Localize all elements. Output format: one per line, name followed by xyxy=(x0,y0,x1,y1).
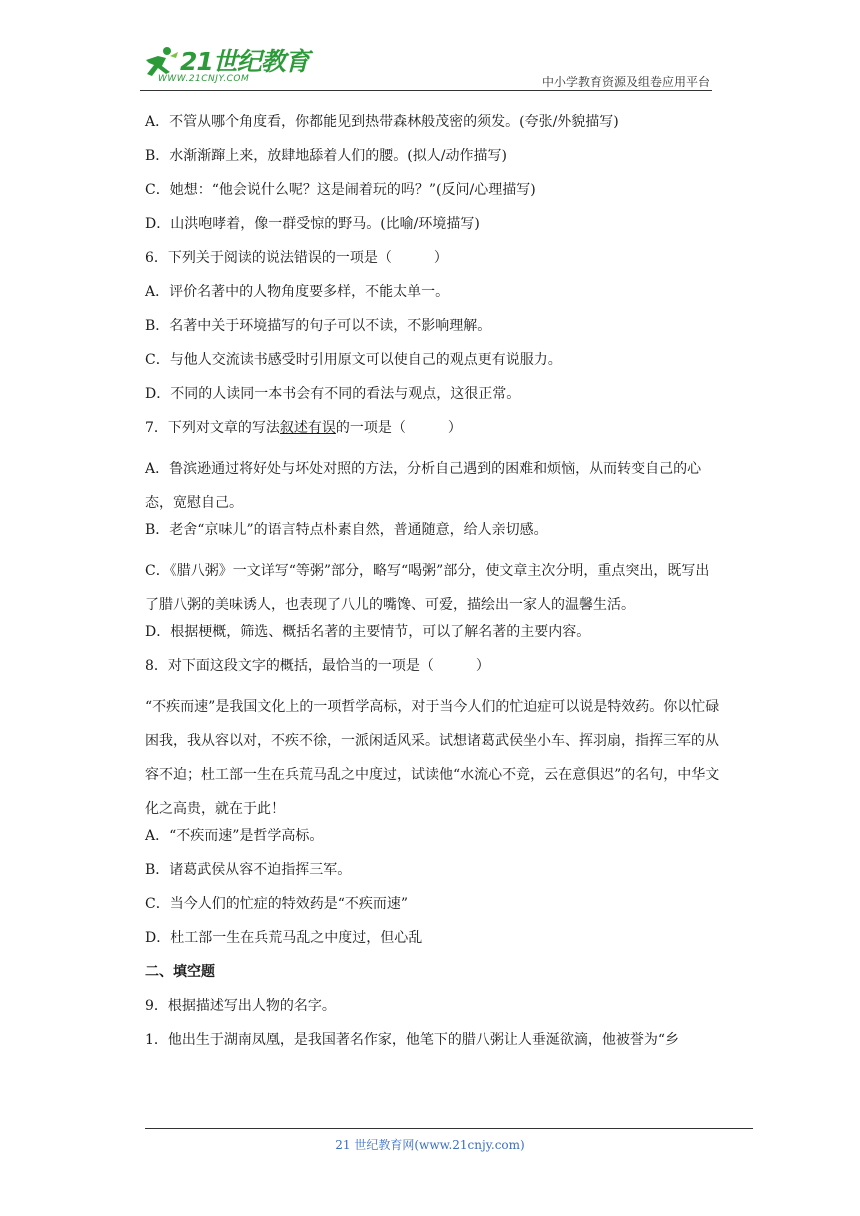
q6-option-c: C．与他人交流读书感受时引用原文可以使自己的观点更有说服力。 xyxy=(145,352,562,368)
q7-option-a: A．鲁滨逊通过将好处与坏处对照的方法，分析自己遇到的困难和烦恼，从而转变自己的心态，宽慰自己。 xyxy=(145,461,702,511)
logo xyxy=(140,40,320,90)
page-header xyxy=(140,40,712,92)
q8-option-d: D．杜工部一生在兵荒马乱之中度过，但心乱 xyxy=(145,930,423,946)
q7-underlined: 叙述有误 xyxy=(279,420,336,436)
document-body xyxy=(145,112,720,1064)
question-8: 8．对下面这段文字的概括，最恰当的一项是（ ） xyxy=(145,658,490,674)
question-6: 6．下列关于阅读的说法错误的一项是（ ） xyxy=(145,250,448,266)
q6-option-b: B．名著中关于环境描写的句子可以不读，不影响理解。 xyxy=(145,318,492,334)
q7-option-b: B．老舍“京味儿”的语言特点朴素自然，普通随意，给人亲切感。 xyxy=(145,522,548,538)
q7-suffix: 的一项是（ ） xyxy=(335,420,462,436)
q8-passage: “不疾而速”是我国文化上的一项哲学高标，对于当今人们的忙迫症可以说是特效药。你以忙碌困我，我从容以对，不疾不徐，一派闲适风采。试想诸葛武侯坐小车、挥羽扇，指挥三军的从容不迫；杜工部一生在兵荒马乱之中度过，试读他“水流心不竞，云在意俱迟”的名句，中华文化之高贵，就在于此！ xyxy=(145,699,720,817)
question-9: 9．根据描述写出人物的名字。 xyxy=(145,998,336,1014)
q5-option-a: A．不管从哪个角度看，你都能见到热带森林般茂密的须发。(夸张/外貌描写) xyxy=(145,114,619,130)
platform-name: 中小学教育资源及组卷应用平台 xyxy=(541,75,710,89)
q5-option-d: D．山洪咆哮着，像一群受惊的野马。(比喻/环境描写) xyxy=(145,216,480,232)
question-7 xyxy=(145,418,720,452)
footer-divider xyxy=(145,1128,753,1129)
q5-option-b: B．水渐渐蹿上来，放肆地舔着人们的腰。(拟人/动作描写) xyxy=(145,148,507,164)
q5-option-c: C．她想：“他会说什么呢？这是闹着玩的吗？”(反问/心理描写) xyxy=(145,182,536,198)
logo-text: 21世纪教育 xyxy=(180,47,309,76)
q6-option-a: A．评价名著中的人物角度要多样，不能太单一。 xyxy=(145,284,450,300)
q7-option-d: D．根据梗概，筛选、概括名著的主要情节，可以了解名著的主要内容。 xyxy=(145,624,591,640)
q9-item-1: 1．他出生于湖南凤凰，是我国著名作家，他笔下的腊八粥让人垂涎欲滴，他被誉为“乡 xyxy=(145,1032,680,1048)
footer-text: 21 世纪教育网(www.21cnjy.com) xyxy=(335,1138,525,1152)
section-title: 二、填空题 xyxy=(145,964,215,980)
q8-option-c: C．当今人们的忙症的特效药是“不疾而速” xyxy=(145,896,409,912)
logo-url: WWW.21CNJY.COM xyxy=(158,74,250,84)
q7-prefix: 7．下列对文章的写法 xyxy=(145,420,280,436)
q7-option-c: C．《腊八粥》一文详写“等粥”部分，略写“喝粥”部分，使文章主次分明，重点突出，既写出了腊八粥的美味诱人，也表现了八儿的嘴馋、可爱，描绘出一家人的温馨生活。 xyxy=(145,563,710,613)
q8-option-a: A．“不疾而速”是哲学高标。 xyxy=(145,828,324,844)
header-divider xyxy=(140,90,712,91)
q8-option-b: B．诸葛武侯从容不迫指挥三军。 xyxy=(145,862,352,878)
q6-option-d: D．不同的人读同一本书会有不同的看法与观点，这很正常。 xyxy=(145,386,521,402)
